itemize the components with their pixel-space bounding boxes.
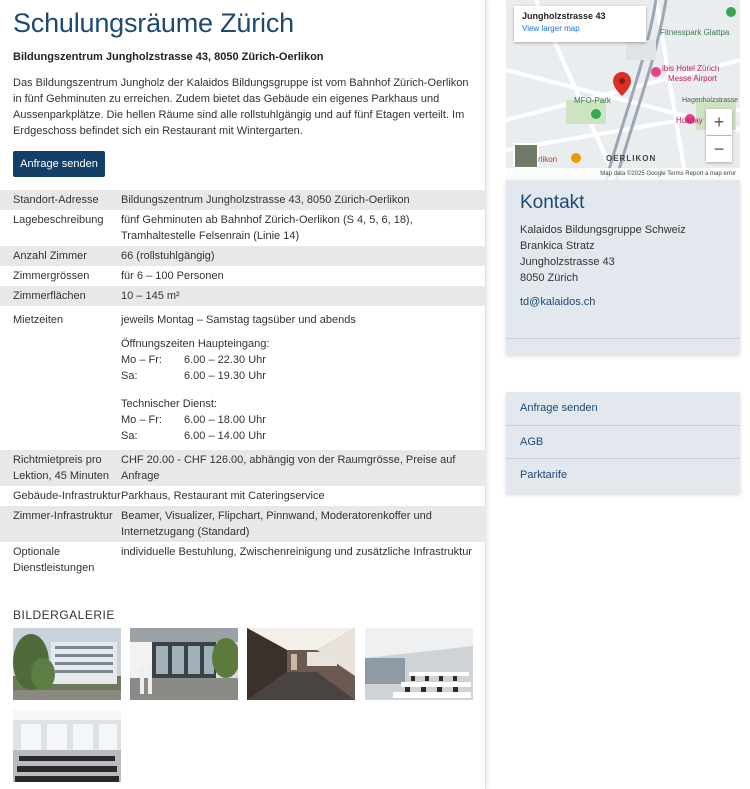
kontakt-email-link[interactable]: td@kalaidos.ch: [520, 296, 596, 308]
table-row: [0, 246, 486, 266]
haupteingang-hours: [121, 336, 478, 384]
hours-row: [121, 368, 478, 384]
hours-time: 6.00 – 19.30 Uhr: [184, 370, 266, 382]
seminar-photo-icon: [13, 710, 121, 782]
kontakt-line: Kalaidos Bildungsgruppe Schweiz: [520, 224, 686, 236]
gallery-thumb-classroom[interactable]: [365, 628, 473, 700]
link-anfrage-senden[interactable]: Anfrage senden: [506, 392, 740, 426]
page-title: Schulungsräume Zürich: [13, 8, 294, 38]
table-row: [0, 210, 486, 246]
map-label-ibis2: Messe Airport: [668, 74, 717, 83]
zoom-out-button[interactable]: −: [706, 136, 732, 162]
row-label: Zimmer-Infrastruktur: [0, 506, 121, 542]
hours-time: 6.00 – 18.00 Uhr: [184, 414, 266, 426]
table-row: [0, 266, 486, 286]
entrance-photo-icon: [130, 628, 238, 700]
gallery-thumb-corridor[interactable]: [247, 628, 355, 700]
row-value: für 6 – 100 Personen: [121, 270, 224, 282]
kontakt-line: Brankica Stratz: [520, 240, 595, 252]
table-row: [0, 542, 486, 578]
details-table: [0, 190, 486, 578]
map-label-ibis: ibis Hotel Zürich: [662, 64, 720, 73]
table-row: [0, 306, 486, 450]
hours-row: [121, 352, 478, 368]
row-label: Zimmerflächen: [0, 286, 121, 306]
row-value: CHF 20.00 - CHF 126.00, abhängig von der Raumgrösse, Preise auf Anfrage: [121, 450, 486, 486]
techdienst-title: Technischer Dienst:: [121, 398, 217, 410]
row-label: Mietzeiten: [13, 314, 64, 326]
location-map[interactable]: [506, 0, 740, 180]
link-parktarife[interactable]: Parktarife: [520, 469, 568, 481]
table-row: [0, 486, 486, 506]
row-label: Standort-Adresse: [0, 190, 121, 210]
hours-day: Sa:: [121, 370, 138, 382]
map-label-ikon: rlikon: [538, 155, 558, 164]
hours-day: Sa:: [121, 430, 138, 442]
kontakt-line: Jungholzstrasse 43: [520, 256, 615, 268]
kontakt-address: [520, 222, 686, 286]
corridor-photo-icon: [247, 628, 355, 700]
sidebar-links: [506, 392, 740, 493]
row-value: 10 – 145 m²: [121, 286, 486, 306]
row-label: Gebäude-Infrastruktur: [13, 490, 121, 502]
map-card-title: Jungholzstrasse 43: [522, 11, 606, 21]
row-value: 66 (rollstuhlgängig): [121, 246, 486, 266]
row-value: Bildungszentrum Jungholzstrasse 43, 8050 Zürich-Oerlikon: [121, 190, 486, 210]
gallery-title: BILDERGALERIE: [13, 608, 115, 622]
row-label: Anzahl Zimmer: [0, 246, 121, 266]
map-info-card: [514, 6, 646, 42]
link-agb[interactable]: AGB: [506, 426, 740, 460]
map-footer[interactable]: Map data ©2025 Google Terms Report a map error: [506, 168, 740, 180]
hours-day: Mo – Fr:: [121, 354, 162, 366]
map-label-hagen: Hagenholzstrasse: [682, 97, 739, 104]
row-label: Zimmergrössen: [13, 270, 90, 282]
table-row: [0, 286, 486, 306]
view-larger-map-link[interactable]: View larger map: [522, 24, 580, 33]
anfrage-senden-button[interactable]: Anfrage senden: [13, 151, 105, 177]
row-value: fünf Gehminuten ab Bahnhof Zürich-Oerlikon (S 4, 5, 6, 18), Tramhaltestelle Felsenrain (Linie 14): [121, 214, 413, 242]
gallery-thumb-building[interactable]: [13, 628, 121, 700]
row-label: Optionale Dienstleistungen: [13, 546, 95, 574]
hours-day: Mo – Fr:: [121, 414, 162, 426]
hours-row: [121, 428, 478, 444]
gallery-thumb-seminar[interactable]: [13, 710, 121, 782]
zoom-in-button[interactable]: +: [706, 109, 732, 135]
classroom-photo-icon: [365, 628, 473, 700]
kontakt-line: 8050 Zürich: [520, 272, 579, 284]
kontakt-panel: [506, 180, 740, 354]
page-subtitle: Bildungszentrum Jungholzstrasse 43, 8050 Zürich-Oerlikon: [13, 51, 324, 63]
map-label-oerlikon: OERLIKON: [606, 154, 657, 163]
techdienst-hours: [121, 396, 478, 444]
row-label: Richtmietpreis pro Lektion, 45 Minuten: [0, 450, 121, 486]
building-photo-icon: [13, 628, 121, 700]
row-value: Parkhaus, Restaurant mit Cateringservice: [121, 490, 325, 502]
kontakt-title: Kontakt: [520, 192, 585, 213]
hours-row: [121, 412, 478, 428]
row-value: Beamer, Visualizer, Flipchart, Pinnwand, Moderatorenkoffer und Internetzugang (Standard): [121, 506, 486, 542]
map-label-holiday: Holiday: [676, 116, 703, 125]
table-row: [0, 190, 486, 210]
map-label-fitness: Fitnesspark Glattpa: [660, 28, 730, 37]
map-label-mfo: MFO-Park: [574, 96, 611, 105]
row-value: individuelle Bestuhlung, Zwischenreinigung und zusätzliche Infrastruktur: [121, 546, 472, 558]
table-row: [0, 506, 486, 542]
table-row: [0, 450, 486, 486]
intro-text: Das Bildungszentrum Jungholz der Kalaidos Bildungsgruppe ist vom Bahnhof Zürich-Oerlikon in fünf Gehminuten zu erreichen. Zudem bietet das Gebäude ein eigenes Parkhaus und Aussenparkplätze. Die hellen Räume sind alle rollstuhlgängig und auf fünf Etagen verteilt. Im Erdgeschoss befindet sich ein Restaurant mit Wintergarten.: [13, 77, 469, 137]
hours-time: 6.00 – 14.00 Uhr: [184, 430, 266, 442]
mietzeiten-text: jeweils Montag – Samstag tagsüber und abends: [121, 314, 356, 326]
row-label: Lagebeschreibung: [13, 214, 104, 226]
haupteingang-title: Öffnungszeiten Haupteingang:: [121, 338, 270, 350]
kontakt-divider: [506, 338, 740, 339]
row-value: [121, 306, 486, 450]
hours-time: 6.00 – 22.30 Uhr: [184, 354, 266, 366]
gallery-thumb-entrance[interactable]: [130, 628, 238, 700]
